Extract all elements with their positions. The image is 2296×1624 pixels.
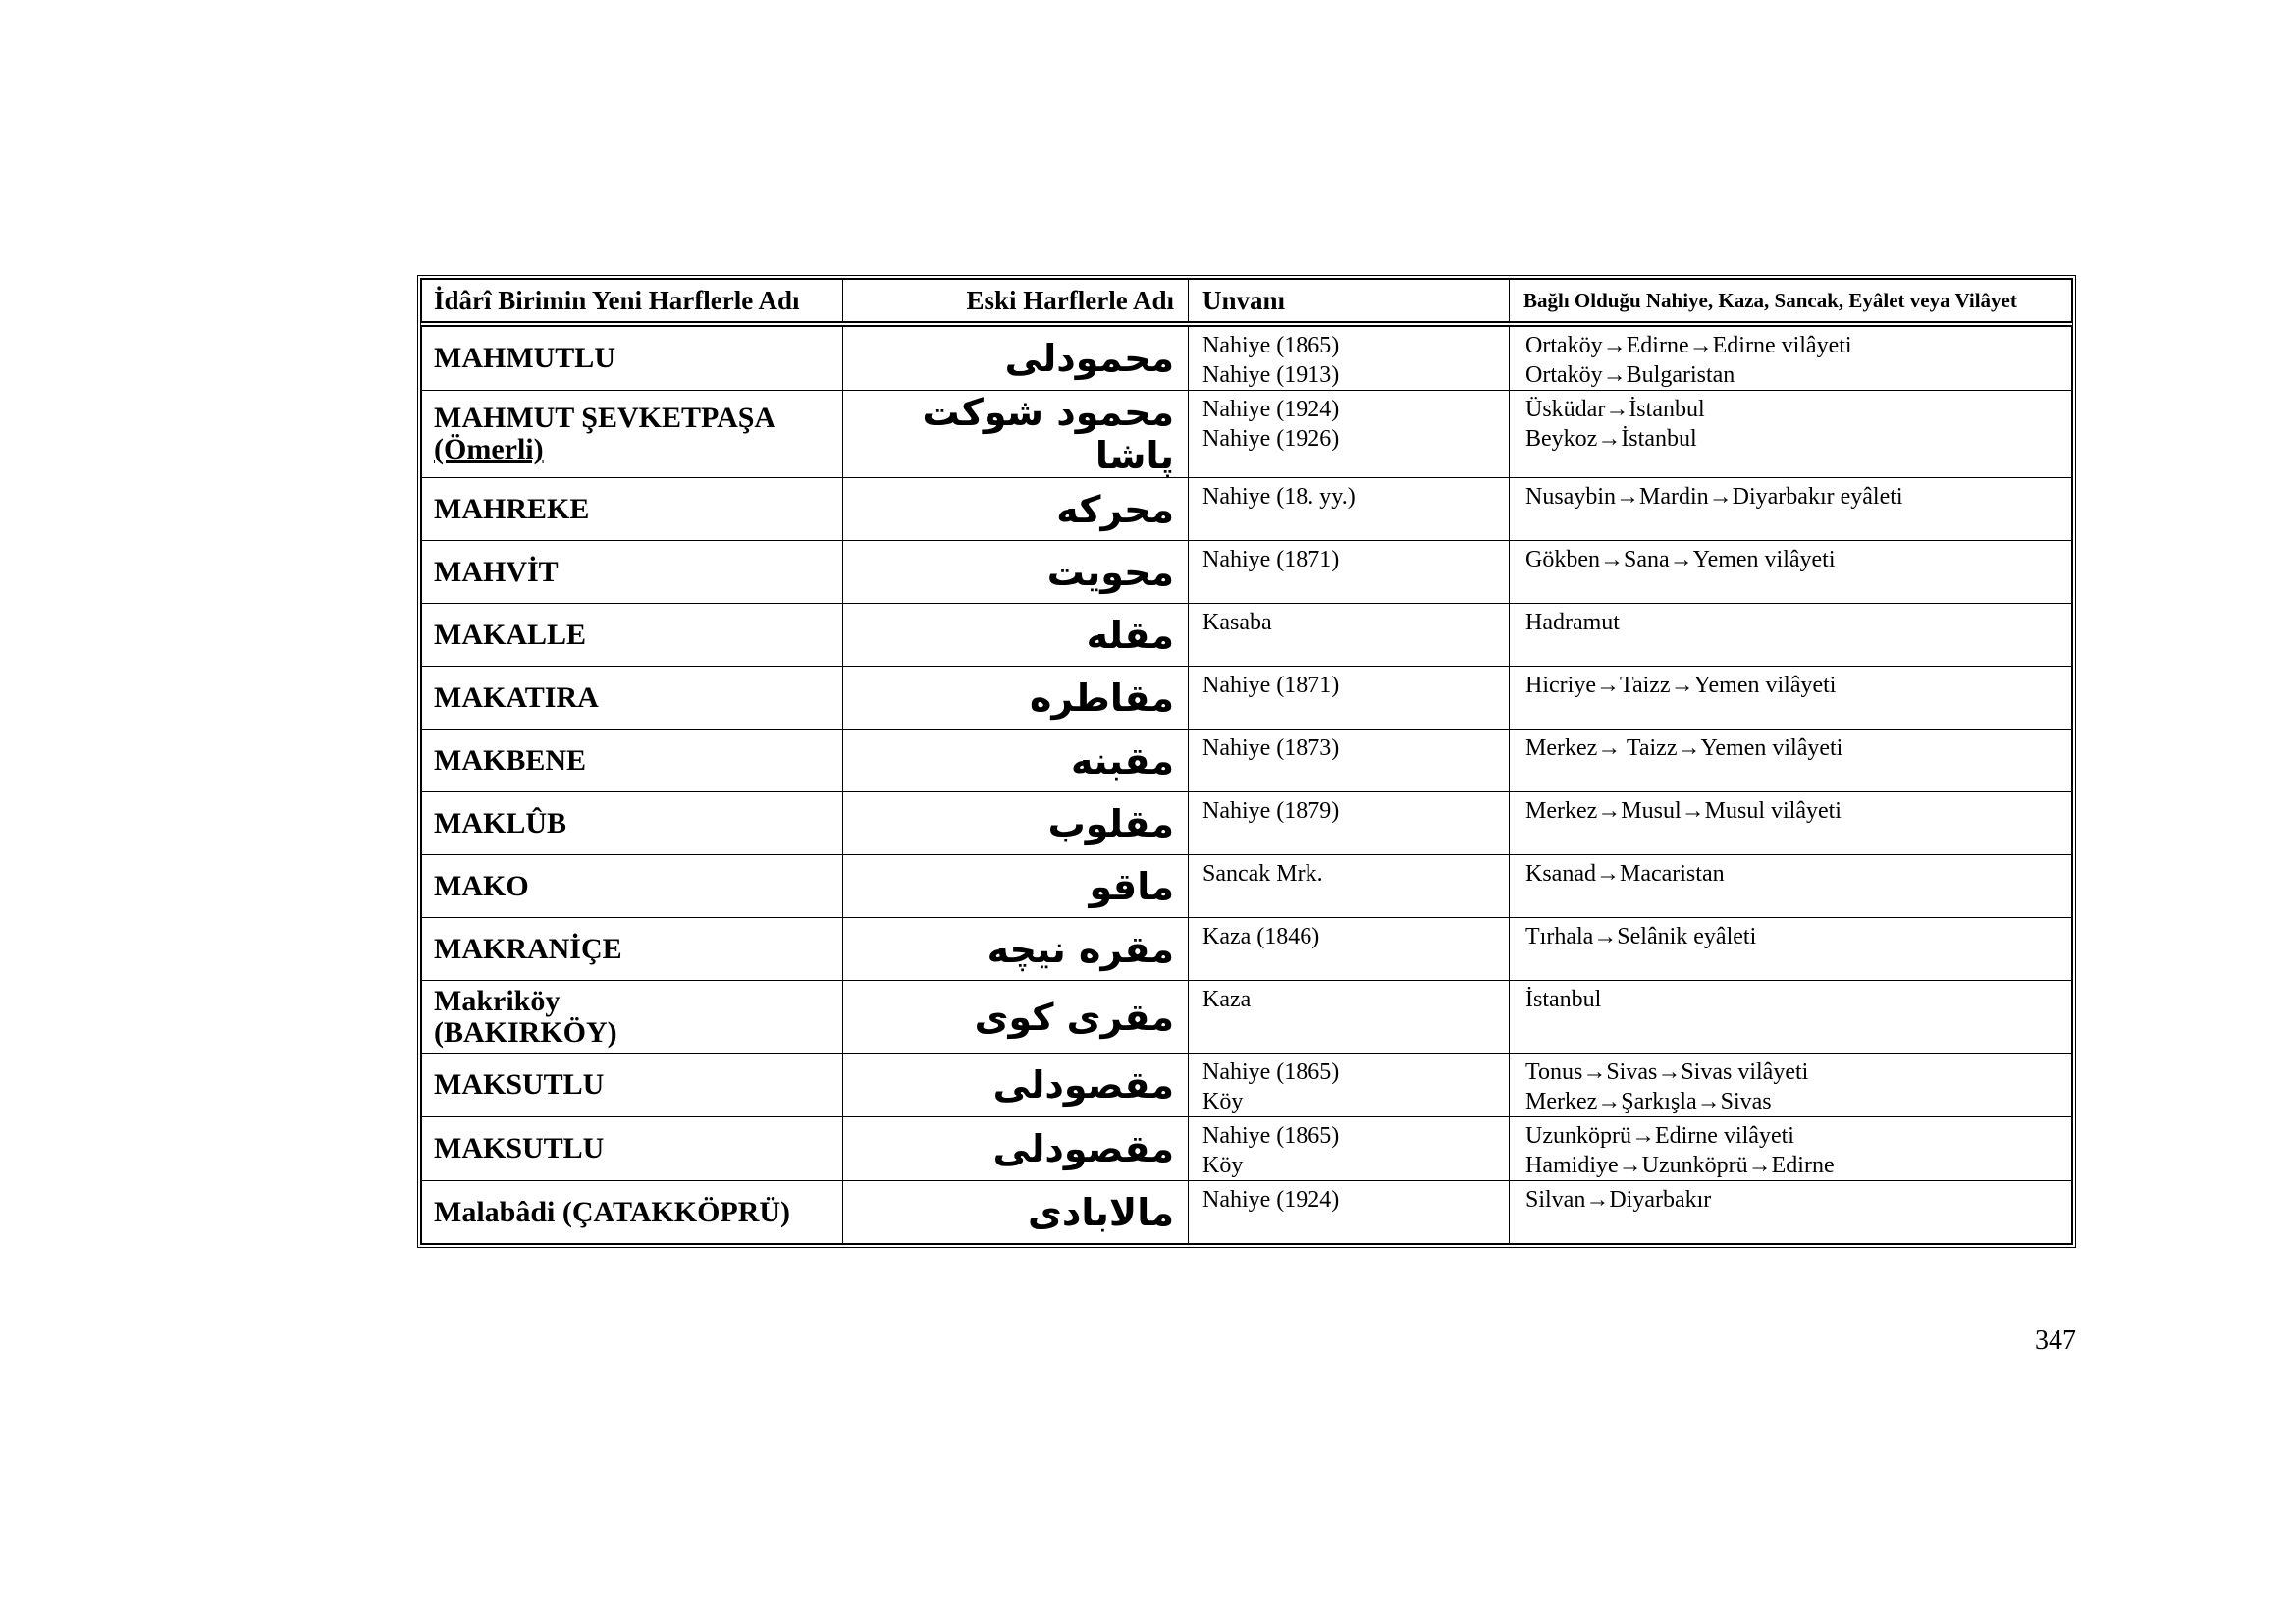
table-row (422, 541, 2072, 604)
unit-new-name-line: (Ömerli) (434, 433, 544, 465)
unit-new-name (422, 324, 843, 391)
unit-title (1189, 1054, 1510, 1117)
unit-affiliation-line: Üsküdar→İstanbul (1525, 397, 1705, 422)
unit-title-line: Nahiye (18. yy.) (1202, 484, 1356, 510)
unit-new-name (422, 667, 843, 730)
unit-affiliation (1510, 391, 2072, 478)
unit-old-name: محویت (843, 541, 1189, 604)
unit-new-name (422, 918, 843, 981)
unit-affiliation-line: Ortaköy→Bulgaristan (1525, 362, 1735, 388)
unit-affiliation-line: Ksanad→Macaristan (1525, 861, 1725, 887)
table-row (422, 667, 2072, 730)
unit-new-name-line: (BAKIRKÖY) (434, 1015, 617, 1049)
unit-new-name (422, 391, 843, 478)
unit-affiliation-line: Silvan→Diyarbakır (1525, 1187, 1712, 1213)
table-row (422, 324, 2072, 391)
table-row (422, 730, 2072, 792)
unit-title (1189, 1117, 1510, 1181)
unit-new-name-line: MAHMUT ŞEVKETPAŞA (434, 402, 776, 434)
unit-title (1189, 324, 1510, 391)
unit-title (1189, 981, 1510, 1054)
unit-affiliation-line: İstanbul (1525, 987, 1602, 1012)
page-number: 347 (2035, 1326, 2076, 1356)
unit-title (1189, 604, 1510, 667)
unit-new-name (422, 478, 843, 541)
unit-title-line: Nahiye (1879) (1202, 798, 1340, 824)
unit-old-name: مقری کوی (843, 981, 1189, 1054)
unit-new-name-line: MAKRANİÇE (434, 932, 622, 965)
unit-new-name-line: MAKO (434, 869, 529, 902)
unit-affiliation-line: Merkez→Musul→Musul vilâyeti (1525, 798, 1842, 824)
unit-new-name-line: MAKBENE (434, 743, 587, 777)
unit-new-name-line: MAHVİT (434, 555, 559, 588)
unit-title-line: Nahiye (1865) (1202, 1059, 1340, 1085)
unit-new-name-line: MAHMUTLU (434, 342, 615, 374)
unit-title-line: Nahiye (1924) (1202, 1187, 1340, 1213)
data-table (417, 275, 2076, 1248)
unit-title (1189, 478, 1510, 541)
unit-affiliation-line: Beykoz→İstanbul (1525, 426, 1697, 452)
unit-affiliation-line: Hamidiye→Uzunköprü→Edirne (1525, 1153, 1835, 1178)
unit-title-line: Nahiye (1926) (1202, 426, 1340, 452)
unit-affiliation-line: Tonus→Sivas→Sivas vilâyeti (1525, 1059, 1809, 1085)
unit-new-name-line: MAKLÛB (434, 806, 566, 839)
unit-title (1189, 667, 1510, 730)
unit-affiliation-line: Tırhala→Selânik eyâleti (1525, 924, 1757, 949)
unit-title-line: Nahiye (1871) (1202, 673, 1340, 698)
unit-old-name: محمودلی (843, 324, 1189, 391)
unit-new-name-line: Makriköy (434, 984, 561, 1017)
unit-new-name (422, 855, 843, 918)
unit-affiliation (1510, 918, 2072, 981)
unit-old-name: مالابادی (843, 1181, 1189, 1244)
unit-affiliation (1510, 1117, 2072, 1181)
table-row (422, 855, 2072, 918)
unit-title (1189, 855, 1510, 918)
unit-new-name (422, 981, 843, 1054)
unit-affiliation-line: Hicriye→Taizz→Yemen vilâyeti (1525, 673, 1837, 698)
unit-old-name: مقصودلی (843, 1054, 1189, 1117)
unit-affiliation (1510, 1054, 2072, 1117)
unit-old-name: مقاطره (843, 667, 1189, 730)
unit-new-name (422, 792, 843, 855)
administrative-units-table (421, 279, 2072, 1244)
table-row (422, 1181, 2072, 1244)
unit-title-line: Kaza (1846) (1202, 924, 1320, 949)
unit-old-name: مقره نیچه (843, 918, 1189, 981)
table-row (422, 1054, 2072, 1117)
unit-title (1189, 792, 1510, 855)
unit-affiliation (1510, 478, 2072, 541)
unit-new-name-line: MAKATIRA (434, 680, 599, 714)
unit-affiliation (1510, 981, 2072, 1054)
table-row (422, 918, 2072, 981)
table-row (422, 1117, 2072, 1181)
unit-new-name (422, 541, 843, 604)
unit-title (1189, 391, 1510, 478)
unit-title-line: Kasaba (1202, 610, 1272, 635)
unit-title-line: Nahiye (1865) (1202, 1123, 1340, 1149)
unit-new-name-line: Malabâdi (ÇATAKKÖPRÜ) (434, 1195, 791, 1228)
unit-affiliation (1510, 730, 2072, 792)
unit-old-name: ماقو (843, 855, 1189, 918)
unit-title (1189, 730, 1510, 792)
header-affiliation: Bağlı Olduğu Nahiye, Kaza, Sancak, Eyâlet veya Vilâyet (1510, 280, 2072, 325)
unit-affiliation (1510, 1181, 2072, 1244)
unit-affiliation-line: Hadramut (1525, 610, 1620, 635)
unit-title (1189, 541, 1510, 604)
table-row (422, 792, 2072, 855)
unit-affiliation (1510, 855, 2072, 918)
unit-title (1189, 1181, 1510, 1244)
table-row (422, 604, 2072, 667)
unit-old-name: محمود شوکت پاشا (843, 391, 1189, 478)
unit-new-name (422, 1054, 843, 1117)
unit-affiliation (1510, 541, 2072, 604)
unit-new-name (422, 730, 843, 792)
table-row (422, 981, 2072, 1054)
unit-title-line: Nahiye (1865) (1202, 333, 1340, 358)
header-old-name: Eski Harflerle Adı (843, 280, 1189, 325)
unit-title-line: Kaza (1202, 987, 1252, 1012)
table-body (422, 324, 2072, 1244)
unit-title-line: Nahiye (1924) (1202, 397, 1340, 422)
unit-old-name: محرکه (843, 478, 1189, 541)
unit-new-name (422, 1117, 843, 1181)
table-row (422, 391, 2072, 478)
unit-affiliation (1510, 667, 2072, 730)
unit-new-name-line: MAKSUTLU (434, 1068, 605, 1101)
unit-affiliation-line: Merkez→ Taizz→Yemen vilâyeti (1525, 735, 1843, 761)
unit-new-name-line: MAHREKE (434, 492, 590, 525)
unit-title-line: Köy (1202, 1153, 1244, 1178)
unit-title-line: Köy (1202, 1089, 1244, 1114)
unit-new-name (422, 604, 843, 667)
header-title: Unvanı (1189, 280, 1510, 325)
unit-old-name: مقبنه (843, 730, 1189, 792)
unit-old-name: مقصودلی (843, 1117, 1189, 1181)
unit-affiliation-line: Uzunköprü→Edirne vilâyeti (1525, 1123, 1794, 1149)
unit-title-line: Nahiye (1873) (1202, 735, 1340, 761)
unit-title (1189, 918, 1510, 981)
unit-title-line: Nahiye (1871) (1202, 547, 1340, 572)
unit-affiliation-line: Gökben→Sana→Yemen vilâyeti (1525, 547, 1836, 572)
unit-affiliation (1510, 604, 2072, 667)
header-new-name: İdârî Birimin Yeni Harflerle Adı (422, 280, 843, 325)
unit-affiliation-line: Nusaybin→Mardin→Diyarbakır eyâleti (1525, 484, 1903, 510)
unit-affiliation (1510, 324, 2072, 391)
unit-title-line: Sancak Mrk. (1202, 861, 1323, 887)
unit-affiliation-line: Merkez→Şarkışla→Sivas (1525, 1089, 1772, 1114)
unit-new-name (422, 1181, 843, 1244)
unit-old-name: مقلوب (843, 792, 1189, 855)
table-header-row (422, 280, 2072, 325)
unit-new-name-line: MAKSUTLU (434, 1132, 605, 1164)
unit-affiliation-line: Ortaköy→Edirne→Edirne vilâyeti (1525, 333, 1852, 358)
unit-title-line: Nahiye (1913) (1202, 362, 1340, 388)
unit-affiliation (1510, 792, 2072, 855)
table-row (422, 478, 2072, 541)
unit-old-name: مقله (843, 604, 1189, 667)
unit-new-name-line: MAKALLE (434, 618, 587, 651)
